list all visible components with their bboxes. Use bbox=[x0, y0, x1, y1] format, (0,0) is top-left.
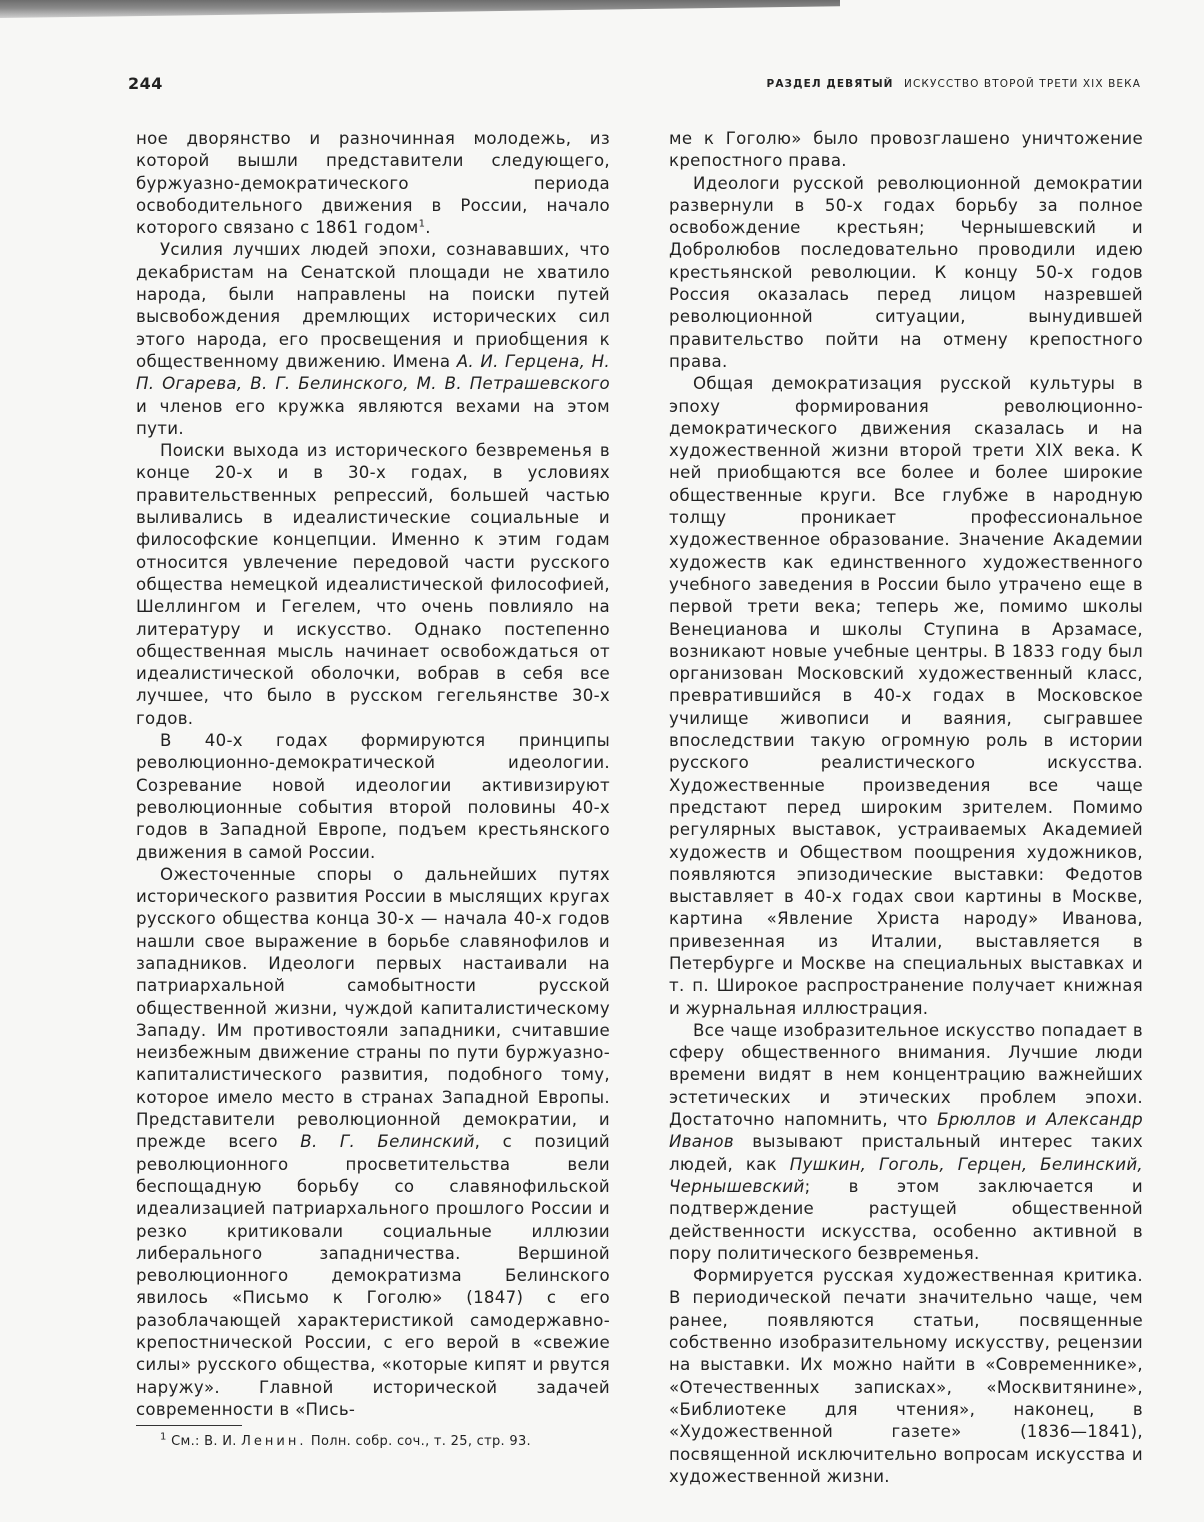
right-column bbox=[669, 128, 1143, 1488]
paragraph-text: , с позиций революционного просветительства вели беспощадную борьбу со славянофильской идеализацией патриархального прошлого России и резко критиковали социальные иллюзии либерального западничества. Вершиной революционного демократизма Белинского явилось «Письмо к Гоголю» (1847) с его разоблачающей характеристикой самодержавно-крепостнической России, с его верой в «свежие силы» русского общества, «которые кипят и рвутся наружу». Главной исторической задачей современности в «Пись- bbox=[136, 1132, 610, 1419]
paragraph: ме к Гоголю» было провозглашено уничтожение крепостного права. bbox=[669, 129, 1143, 171]
page-number: 244 bbox=[128, 74, 163, 93]
paragraph-text: Усилия лучших людей эпохи, сознававших, что декабристам на Сенатской площади не хватило народа, были направлены на поиски путей высвобождения дремлющих исторических сил этого народа, его просвещения и приобщения к общественному движению. Имена bbox=[136, 240, 610, 371]
paragraph bbox=[136, 239, 610, 440]
paragraph: Формируется русская художественная критика. В периодической печати значительно чаще, чем ранее, появляются статьи, посвященные собственно изобразительному искусству, рецензии на выставки. Их можно найти в «Современнике», «Отечественных записках», «Москвитянине», «Библиотеке для чтения», наконец, в «Художественной газете» (1836—1841), посвященной исключительно вопросам искусства и художественной жизни. bbox=[669, 1266, 1143, 1486]
running-head-section: РАЗДЕЛ ДЕВЯТЫЙ bbox=[766, 78, 894, 90]
paragraph-text: Все чаще изобразительное искусство попадает в сферу общественного внимания. Лучшие люди времени видят в нем концентрацию важнейших эстетических и этических проблем эпохи. Достаточно напомнить, что bbox=[669, 1020, 1143, 1130]
paragraph: Общая демократизация русской культуры в эпоху формирования революционно-демократического движения сказалась и на художественной жизни второй трети XIX века. К ней приобщаются все более и более широкие общественные круги. Все глубже в народную толщу проникает профессиональное художественное образование. Значение Академии художеств как единственного художественного учебного заведения в России было утрачено еще в первой трети века; теперь же, помимо школы Венецианова и школы Ступина в Арзамасе, возникают новые учебные центры. В 1833 году был организован Московский художественный класс, превратившийся в 40-х годах в Московское училище живописи и ваяния, сыгравшее впоследствии такую огромную роль в истории русского реалистического искусства. Художественные произведения все чаще предстают перед широким зрителем. Помимо регулярных выставок, устраиваемых Академией художеств и Обществом поощрения художников, появляются эпизодические выставки: Федотов выставляет в 40-х годах свои картины в Москве, картина «Явление Христа народу» Иванова, привезенная из Италии, выставляется в Петербурге и Москве на специальных выставках и т. п. Широкое распространение получает книжная и журнальная иллюстрация. bbox=[669, 374, 1143, 1018]
footnote-divider bbox=[136, 1425, 242, 1426]
running-head bbox=[767, 78, 1141, 90]
paragraph: В 40-х годах формируются принципы революционно-демократической идеологии. Созревание новой идеологии активизируют революционные события второй половины 40-х годов в Западной Европе, подъем крестьянского движения в самой России. bbox=[136, 731, 610, 862]
scan-edge-shadow bbox=[0, 0, 840, 18]
footnote-mark: 1 bbox=[160, 1431, 167, 1443]
footnote bbox=[160, 1431, 620, 1449]
paragraph bbox=[669, 1020, 1143, 1265]
paragraph-text: и членов его кружка являются вехами на этом пути. bbox=[136, 396, 610, 438]
paragraph bbox=[136, 864, 610, 1421]
paragraph: Идеологи русской революционной демократии развернули в 50-х годах борьбу за полное освобождение крестьян; Чернышевский и Добролюбов последовательно проводили идею крестьянской революции. К концу 50-х годов Россия оказалась перед лицом назревшей революционной ситуации, вынудившей правительство пойти на отмену крепостного права. bbox=[669, 173, 1143, 371]
italic-names: Брюллов и Александр Иванов bbox=[669, 1110, 1143, 1152]
footnote-author: Ленин. bbox=[241, 1434, 307, 1449]
paragraph-text: ное дворянство и разночинная молодежь, из которой вышли представители следующего, буржуазно-демократического периода освободительного движения в России, начало которого связано с 1861 годом bbox=[136, 129, 610, 238]
running-head-topic: ИСКУССТВО ВТОРОЙ ТРЕТИ XIX ВЕКА bbox=[904, 78, 1141, 90]
paragraph: Поиски выхода из исторического безвременья в конце 20-х и в 30-х годах, в условиях правительственных репрессий, большей частью выливались в идеалистические социальные и философские концепции. Именно к этим годам относится увлечение передовой части русского общества немецкой идеалистической философией, Шеллингом и Гегелем, что очень повлияло на литературу и искусство. Однако постепенно общественная мысль начинает освобождаться от идеалистической оболочки, вобрав в себя все лучшее, что было в русском гегельянстве 30-х годов. bbox=[136, 441, 610, 728]
footnote-source: Полн. собр. соч., т. 25, стр. 93. bbox=[310, 1434, 531, 1449]
paragraph: ное дворянство и разночинная молодежь, из которой вышли представители следующего, буржуазно-демократического периода освободительного движения в России, начало которого связано с 1861 годом$^1$. bbox=[136, 129, 610, 238]
paragraph-text: Ожесточенные споры о дальнейших путях исторического развития России в мыслящих кругах русского общества конца 30-х — начала 40-х годов нашли свое выражение в борьбе славянофилов и западников. Идеологи первых настаивали на патриархальной самобытности русской общественной жизни, чуждой капиталистическому Западу. Им противостояли западники, считавшие неизбежным движение страны по пути буржуазно-капиталистического развития, подобного тому, которое имело место в странах Западной Европы. Представители революционной демократии, и прежде всего bbox=[136, 864, 610, 1152]
left-column bbox=[136, 128, 610, 1421]
italic-names: В. Г. Белинский bbox=[300, 1132, 475, 1152]
footnote-reference: 1 bbox=[418, 218, 426, 230]
italic-names: Пушкин, Гоголь, Герцен, Белинский, Чернышевский bbox=[669, 1154, 1143, 1196]
italic-names: А. И. Герцена, Н. П. Огарева, В. Г. Белинского, М. В. Петрашевского bbox=[136, 351, 610, 394]
footnote-prefix: См.: В. И. bbox=[171, 1434, 237, 1449]
paragraph-text: ; в этом заключается и подтверждение растущей общественной действенности искусства, особенно активной в пору политического безвременья. bbox=[669, 1176, 1143, 1263]
paragraph-text: вызывают пристальный интерес таких людей, как bbox=[669, 1132, 1143, 1174]
